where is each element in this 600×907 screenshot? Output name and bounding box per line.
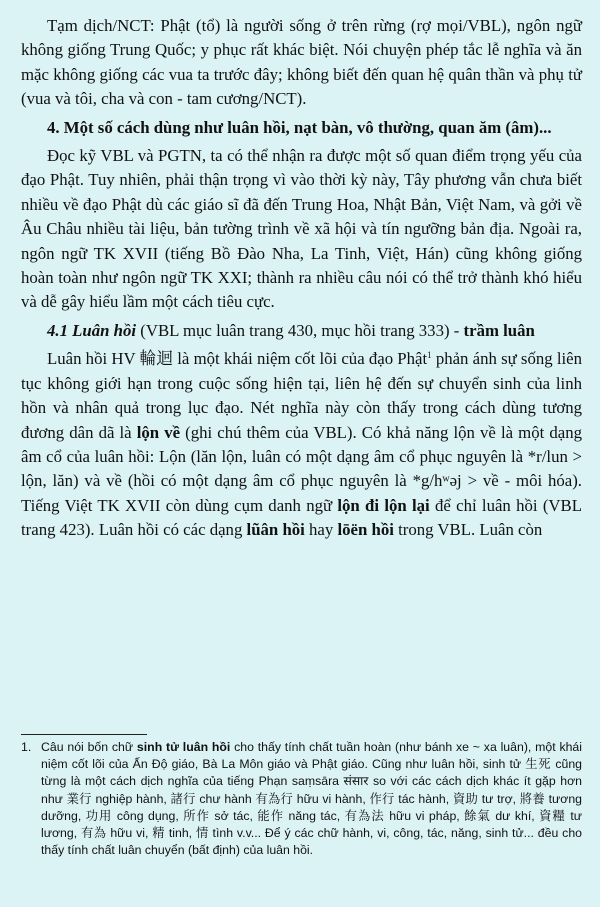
subsection-heading [21,319,582,343]
footnote-reference[interactable]: 1 [427,350,432,361]
paragraph-intro: Đọc kỹ VBL và PGTN, ta có thể nhận ra được một số quan điểm trọng yếu của đạo Phật. Tuy nhiên, phải thận trọng vì vào thời kỳ này, Tây phương vẫn chưa biết nhiều về đạo Phật dù các giáo sĩ đã đến Trung Hoa, Nhật Bản, Việt Nam, và gởi về Âu Châu nhiều tài liệu, bản tường trình về xã hội và tín ngưỡng bản địa. Ngoài ra, ngôn ngữ TK XVII (tiếng Bồ Đào Nha, La Tinh, Việt, Hán) cũng không giống hoàn toàn như ngôn ngữ TK XXI; thành ra nhiều câu nói có thể trở thành khó hiểu và dễ gây hiểu lầm một cách tiêu cực. [21,146,582,312]
subsection-reference: (VBL mục luân trang 430, mục hồi trang 333) - [136,320,464,340]
footnote-number: 1. [21,740,32,754]
bold-term: lũân hồi [246,520,305,540]
section-heading: 4. Một số cách dùng như luân hồi, nạt bàn, vô thường, quan ăm (âm)... [47,117,552,137]
footnote-divider [21,734,147,735]
text-run: hay [304,520,338,540]
text-run: cho thấy tính chất tuần hoàn (như bánh xe ~ xa luân), một khái niệm cốt lõi của Ấn Độ giáo, Bà La Môn giáo và Phật giáo. Cũng như luân hồi, sinh tử 生死 cũng từng là một cách dịch nghĩa của tiếng Phạn saṃsāra संसार so với các cách dịch khác ít gặp hơn như 業行 nghiệp hành, 諸行 chư hành 有為行 hữu vi hành, 作行 tác hành, 資助 tư trợ, 將養 tương dưỡng, 功用 công dụng, 所作 sở tác, 能作 năng tác, 有為法 hữu vi pháp, 餘氣 dư khí, 資糧 tư lương, 有為 hữu vi, 精 tinh, 情 tình v.v... Để ý các chữ hành, vi, công, tác, năng, sinh tử... đều cho thấy tính chất luân chuyển (bất định) của luân hồi. [41,740,583,858]
text-run: Câu nói bốn chữ [41,740,137,754]
bold-term: lộn đi lộn lại [337,495,430,515]
text-run: (ghi chú thêm của VBL). Có khả năng lộn về là một dạng âm cổ của luân hồi: Lộn (lăn lộn, luân có một dạng âm cổ phục nguyên là *r/lun > lộn, lăn) và về (hồi có một dạng âm cổ phục nguyên là *g/hʷəj > về - môi hóa). Tiếng Việt TK XVII còn dùng cụm danh ngữ [21,422,582,515]
text-run: để chỉ luân hồi (VBL trang 423). Luân hồi có các dạng [21,495,582,540]
subsection-title: 4.1 Luân hồi [47,320,137,340]
bold-term: lộn về [136,422,181,442]
footnote-body [41,739,582,859]
subsection-keyword: trầm luân [463,320,535,340]
text-run: phản ánh sự sống liên tục không giới hạn trong cuộc sống hiện tại, liên hệ đến sự chuyển sinh của linh hồn và nhân quả trong lục đạo. Nét nghĩa này còn thấy trong cách dùng tương đương dân dã là [21,349,582,442]
paragraph-translation: Tạm dịch/NCT: Phật (tổ) là người sống ở trên rừng (rợ mọi/VBL), ngôn ngữ không giống Trung Quốc; y phục rất khác biệt. Nói chuyện phép tắc lễ nghĩa và ăn mặc không giống các vua ta trước đây; không biết đến quan hệ quân thần và phụ tử (vua và tôi, cha và con - tam cương/NCT). [21,16,582,109]
text-run: Luân hồi HV 輪迴 là một khái niệm cốt lõi của đạo Phật [47,349,428,369]
paragraph-luan-hoi [21,347,582,542]
footnote [21,739,582,859]
bold-term: lōën hồi [337,520,394,540]
bold-term: sinh tử luân hồi [136,740,231,754]
text-run: trong VBL. Luân còn [393,520,543,540]
